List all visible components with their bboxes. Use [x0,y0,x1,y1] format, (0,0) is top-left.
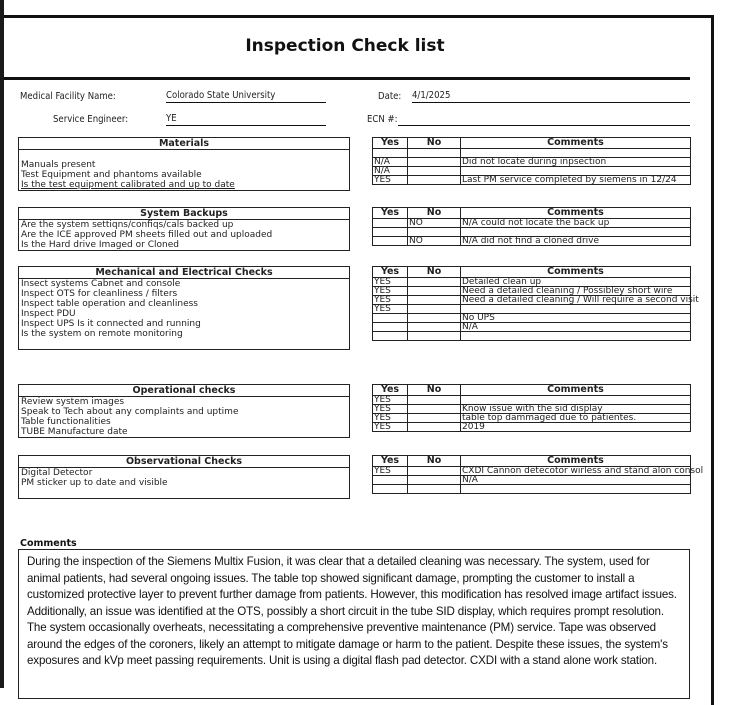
table-row [373,414,691,423]
yes-cell[interactable]: YES [373,396,408,405]
no-cell[interactable] [408,467,461,476]
mechanical-electrical-grid [372,266,699,341]
operational-checks-section [18,384,350,438]
yes-cell[interactable]: YES [373,176,408,185]
comment-cell[interactable]: Need a detailed cleaning / Possibley short wire [461,287,691,296]
section-title: Mechanical and Electrical Checks [19,267,349,279]
comment-cell[interactable]: Need a detailed cleaning / Will require a second visit [462,295,699,305]
comment-cell[interactable]: CXDI Cannon detecotor wirless and stand alon consol [462,466,704,476]
comments-header: Comments [461,138,691,149]
no-header: No [408,267,461,278]
comments-header: Comments [461,385,691,396]
check-item: Is the test equipment calibrated and up to date [21,180,235,190]
no-cell[interactable] [408,167,461,176]
comments-label: Comments [20,538,77,549]
comment-cell[interactable]: N/A [461,476,691,485]
date-field[interactable]: 4/1/2025 [412,90,690,103]
engineer-label: Service Engineer: [53,114,129,125]
yes-cell[interactable] [373,228,408,237]
yes-header: Yes [373,267,408,278]
table-row [373,332,691,341]
yes-cell[interactable] [373,485,408,494]
yes-cell[interactable]: YES [373,287,408,296]
yes-cell[interactable]: YES [373,405,408,414]
comments-header: Comments [461,456,691,467]
no-header: No [408,138,461,149]
system-backups-section [18,207,350,251]
engineer-field[interactable]: YE [166,113,326,126]
table-row [373,467,691,476]
check-item: Test Equipment and phantoms available [21,170,202,180]
no-cell[interactable] [408,149,461,158]
comment-cell[interactable]: No UPS [461,314,691,323]
table-row [373,323,691,332]
no-cell[interactable]: NO [408,237,461,246]
yes-cell[interactable] [373,332,408,341]
check-item: Manuals present [21,160,96,170]
grid-header-row [373,267,691,278]
grid-header-row [373,208,691,219]
section-title: Operational checks [19,385,349,397]
section-title: Observational Checks [19,456,349,468]
mechanical-electrical-section [18,266,350,350]
check-item: Review system images [21,397,125,407]
yes-header: Yes [373,385,408,396]
yes-header: Yes [373,208,408,219]
yes-cell[interactable] [373,219,408,228]
check-item: Is the system on remote monitoring [21,329,183,339]
check-item: Inspect OTS for cleanliness / filters [21,289,178,299]
no-cell[interactable] [408,396,461,405]
yes-cell[interactable]: YES [373,305,408,314]
check-item: Inspect UPS Is it connected and running [21,319,201,329]
no-cell[interactable]: NO [408,219,461,228]
table-row [373,314,691,323]
table-row [373,158,691,167]
comment-cell[interactable] [461,485,691,494]
table-row [373,296,691,305]
comment-cell[interactable]: Did not locate during inpsection [461,158,691,167]
check-item: TUBE Manufacture date [21,427,128,437]
grid-header-row [373,138,691,149]
ecn-label: ECN #: [367,114,398,125]
comment-cell[interactable]: table top dammaged due to patientes. [461,414,691,423]
check-item: PM sticker up to date and visible [21,478,168,488]
no-cell[interactable] [408,287,461,296]
comments-textarea[interactable]: During the inspection of the Siemens Multix Fusion, it was clear that a detailed cleaning was necessary. The system, used for animal patients, had several ongoing issues. The table top showed significant damage, prompting the customer to install a customized protective layer to prevent further damage from patients. However, this modification has resolved image artifact issues. Additionally, an issue was identified at the OTS, possibly a short circuit in the tube SID display, which requires prompt resolution. The system occasionally overheats, necessitating a comprehensive preventive maintenance (PM) service. Tape was observed around the edges of the coroners, likely an attempt to mitigate damage or harm to the patient. Despite these issues, the system's exposures and kVp meet passing requirements. Unit is using a digital flash pad detector. CXDI with a stand alone work station. [18,549,690,699]
yes-cell[interactable]: YES [373,414,408,423]
check-item: Inspect PDU [21,309,76,319]
comment-cell[interactable]: Detailed clean up [461,278,691,287]
table-row [373,485,691,494]
section-title: System Backups [19,208,349,220]
no-cell[interactable] [408,414,461,423]
comment-cell[interactable]: N/A could not locate the back up [461,219,691,228]
comment-cell[interactable]: 2019 [461,423,691,432]
no-cell[interactable] [408,332,461,341]
yes-cell[interactable] [373,314,408,323]
check-item [19,488,349,498]
facility-field[interactable]: Colorado State University [166,90,326,103]
no-header: No [408,385,461,396]
yes-cell[interactable] [373,476,408,485]
yes-cell[interactable]: N/A [373,167,408,176]
comment-cell[interactable]: N/A [461,323,691,332]
yes-cell[interactable]: N/A [373,158,408,167]
table-row [373,219,691,228]
yes-cell[interactable]: YES [373,296,408,305]
comments-header: Comments [461,267,691,278]
no-header: No [408,208,461,219]
yes-cell[interactable]: YES [373,467,408,476]
no-cell[interactable] [408,278,461,287]
no-header: No [408,456,461,467]
no-cell[interactable] [408,305,461,314]
comment-cell[interactable] [461,332,691,341]
date-label: Date: [378,91,402,102]
section-title: Materials [19,138,349,150]
yes-header: Yes [373,456,408,467]
grid-header-row [373,385,691,396]
no-cell[interactable] [408,323,461,332]
check-item: Table functionalities [21,417,111,427]
yes-cell[interactable] [373,237,408,246]
document-title: Inspection Check list [245,36,445,56]
yes-cell[interactable] [373,323,408,332]
check-item: Digital Detector [21,468,93,478]
table-row [373,237,691,246]
table-row [373,476,691,485]
comment-cell[interactable]: Last PM service completed by siemens in 12/24 [461,176,691,185]
check-item: Inspect table operation and cleanliness [21,299,198,309]
no-cell[interactable] [408,296,461,305]
table-row [373,305,691,314]
check-item [19,150,349,160]
system-backups-grid [372,207,691,246]
table-row [373,176,691,185]
check-item: Insect systems Cabnet and console [21,279,181,289]
no-cell[interactable] [408,485,461,494]
title-divider [4,77,690,80]
check-item: Speak to Tech about any complaints and uptime [21,407,239,417]
no-cell[interactable] [408,476,461,485]
check-item: Are the system settiqns/confiqs/cals backed up [21,220,234,230]
check-item: Are the ICE approved PM sheets filled out and uploaded [21,230,273,240]
materials-grid [372,137,691,185]
no-cell[interactable] [408,405,461,414]
comment-cell[interactable] [461,305,691,314]
no-cell[interactable] [408,176,461,185]
observational-checks-grid [372,455,704,494]
no-cell[interactable] [408,314,461,323]
table-row [373,423,691,432]
yes-cell[interactable]: YES [373,423,408,432]
comments-header: Comments [461,208,691,219]
grid-header-row [373,456,691,467]
comment-cell[interactable]: N/A did not find a cloned drive [461,237,691,246]
facility-label: Medical Facility Name: [20,91,116,102]
ecn-field[interactable] [398,113,690,126]
no-cell[interactable] [408,423,461,432]
check-item: Is the Hard drive Imaged or Cloned [21,240,179,250]
yes-header: Yes [373,138,408,149]
operational-checks-grid [372,384,691,432]
materials-section [18,137,350,191]
check-item [19,339,349,349]
yes-cell[interactable]: YES [373,278,408,287]
no-cell[interactable] [408,158,461,167]
observational-checks-section [18,455,350,499]
comment-cell[interactable]: Know issue with the sid display [461,405,691,414]
